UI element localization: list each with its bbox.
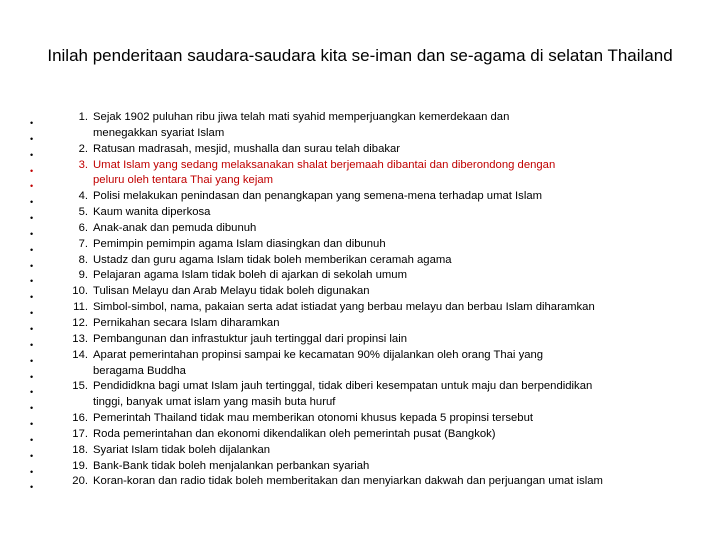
item-text: Aparat pemerintahan propinsi sampai ke kecamatan 90% dijalankan oleh orang Thai yang xyxy=(93,348,544,361)
list-item-line xyxy=(60,316,700,332)
item-text: Pelajaran agama Islam tidak boleh di ajarkan di sekolah umum xyxy=(93,269,407,282)
list-item-line xyxy=(60,142,700,158)
bullet-marker: • xyxy=(30,466,34,477)
item-number xyxy=(60,126,93,142)
item-number: 7. xyxy=(78,237,88,250)
list-item-line xyxy=(60,126,700,142)
list-item-line xyxy=(60,474,700,490)
item-text: Pemerintah Thailand tidak mau memberikan otonomi khusus kepada 5 propinsi tersebut xyxy=(93,412,533,425)
bullet-marker: • xyxy=(30,482,34,493)
item-text: Ratusan madrasah, mesjid, mushalla dan surau telah dibakar xyxy=(93,142,401,155)
list-item-line xyxy=(60,189,700,205)
bullet-marker: • xyxy=(30,244,34,255)
item-number: 14. xyxy=(72,348,88,361)
item-number: 5. xyxy=(78,206,88,219)
bullet-marker: • xyxy=(30,149,34,160)
bullet-marker: • xyxy=(30,339,34,350)
list-item-line xyxy=(60,284,700,300)
list-item-line xyxy=(60,253,700,269)
item-text: tinggi, banyak umat islam yang masih buta huruf xyxy=(93,396,336,409)
item-number: 17. xyxy=(72,427,88,440)
item-text: Umat Islam yang sedang melaksanakan shalat berjemaah dibantai dan diberondong dengan xyxy=(93,158,556,171)
bullet-marker: • xyxy=(30,292,34,303)
list-item-line xyxy=(60,158,700,174)
bullet-marker: • xyxy=(30,213,34,224)
item-text: Roda pemerintahan dan ekonomi dikendalikan oleh pemerintah pusat (Bangkok) xyxy=(93,427,496,440)
item-number: 16. xyxy=(72,412,88,425)
item-text: Syariat Islam tidak boleh dijalankan xyxy=(93,443,271,456)
item-text: peluru oleh tentara Thai yang kejam xyxy=(93,174,274,187)
item-text: Ustadz dan guru agama Islam tidak boleh memberikan ceramah agama xyxy=(93,253,452,266)
bullet-marker: • xyxy=(30,133,34,144)
list-item-line xyxy=(60,348,700,364)
item-number xyxy=(60,395,93,411)
bullet-column xyxy=(30,116,46,496)
item-text: Bank-Bank tidak boleh menjalankan perbankan syariah xyxy=(93,459,370,472)
bullet-marker: • xyxy=(30,434,34,445)
list-item-line xyxy=(60,364,700,380)
bullet-marker: • xyxy=(30,403,34,414)
list-item-line xyxy=(60,459,700,475)
item-text: Pendididkna bagi umat Islam jauh tertinggal, tidak diberi kesempatan untuk maju dan berpendidikan xyxy=(93,380,593,393)
bullet-marker: • xyxy=(30,419,34,430)
bullet-marker: • xyxy=(30,260,34,271)
item-number: 8. xyxy=(78,253,88,266)
item-number: 9. xyxy=(78,269,88,282)
item-text: menegakkan syariat Islam xyxy=(93,126,225,139)
bullet-marker: • xyxy=(30,450,34,461)
list-item-line xyxy=(60,443,700,459)
bullet-marker: • xyxy=(30,308,34,319)
item-number: 6. xyxy=(78,221,88,234)
item-text: Tulisan Melayu dan Arab Melayu tidak boleh digunakan xyxy=(93,285,370,298)
bullet-marker: • xyxy=(30,165,34,176)
item-number: 19. xyxy=(72,459,88,472)
item-number: 1. xyxy=(78,111,88,123)
list-item-line xyxy=(60,221,700,237)
item-number xyxy=(60,173,93,189)
item-number: 20. xyxy=(72,475,88,488)
list-item-line xyxy=(60,237,700,253)
list-item-line xyxy=(60,110,700,126)
item-text: Kaum wanita diperkosa xyxy=(93,206,211,219)
item-text: Polisi melakukan penindasan dan penangkapan yang semena-mena terhadap umat Islam xyxy=(93,190,543,203)
item-text: Pemimpin pemimpin agama Islam diasingkan dan dibunuh xyxy=(93,237,386,250)
item-number: 18. xyxy=(72,443,88,456)
list-item-line xyxy=(60,268,700,284)
list-item-line xyxy=(60,411,700,427)
item-text: Pembangunan dan infrastuktur jauh tertinggal dari propinsi lain xyxy=(93,332,408,345)
item-text: Simbol-simbol, nama, pakaian serta adat istiadat yang berbau melayu dan berbau Islam diharamkan xyxy=(93,301,595,314)
item-number: 10. xyxy=(72,285,88,298)
bullet-marker: • xyxy=(30,197,34,208)
item-text: Sejak 1902 puluhan ribu jiwa telah mati syahid memperjuangkan kemerdekaan dan xyxy=(93,111,510,123)
bullet-marker: • xyxy=(30,371,34,382)
list-item-line xyxy=(60,173,700,189)
numbered-list xyxy=(60,110,700,490)
bullet-marker: • xyxy=(30,228,34,239)
list-item-line xyxy=(60,332,700,348)
list-item-line xyxy=(60,379,700,395)
item-text: Koran-koran dan radio tidak boleh memberitakan dan menyiarkan dakwah dan perjuangan umat islam xyxy=(93,475,603,488)
item-text: beragama Buddha xyxy=(93,364,186,377)
item-number: 4. xyxy=(78,190,88,203)
list-item-line xyxy=(60,205,700,221)
item-number: 3. xyxy=(78,158,88,171)
item-number: 2. xyxy=(78,142,88,155)
bullet-marker: • xyxy=(30,276,34,287)
slide-title: Inilah penderitaan saudara-saudara kita se-iman dan se-agama di selatan Thailand xyxy=(47,46,673,65)
list-item-line xyxy=(60,427,700,443)
item-number: 15. xyxy=(72,380,88,393)
item-number: 12. xyxy=(72,316,88,329)
item-number: 11. xyxy=(73,301,88,314)
bullet-marker: • xyxy=(30,118,34,128)
list-item-line xyxy=(60,395,700,411)
list-item-line xyxy=(60,300,700,316)
bullet-marker: • xyxy=(30,355,34,366)
bullet-marker: • xyxy=(30,181,34,192)
item-number xyxy=(60,364,93,380)
bullet-marker: • xyxy=(30,323,34,334)
item-text: Anak-anak dan pemuda dibunuh xyxy=(93,221,257,234)
bullet-marker: • xyxy=(30,387,34,398)
item-text: Pernikahan secara Islam diharamkan xyxy=(93,316,280,329)
item-number: 13. xyxy=(72,332,88,345)
